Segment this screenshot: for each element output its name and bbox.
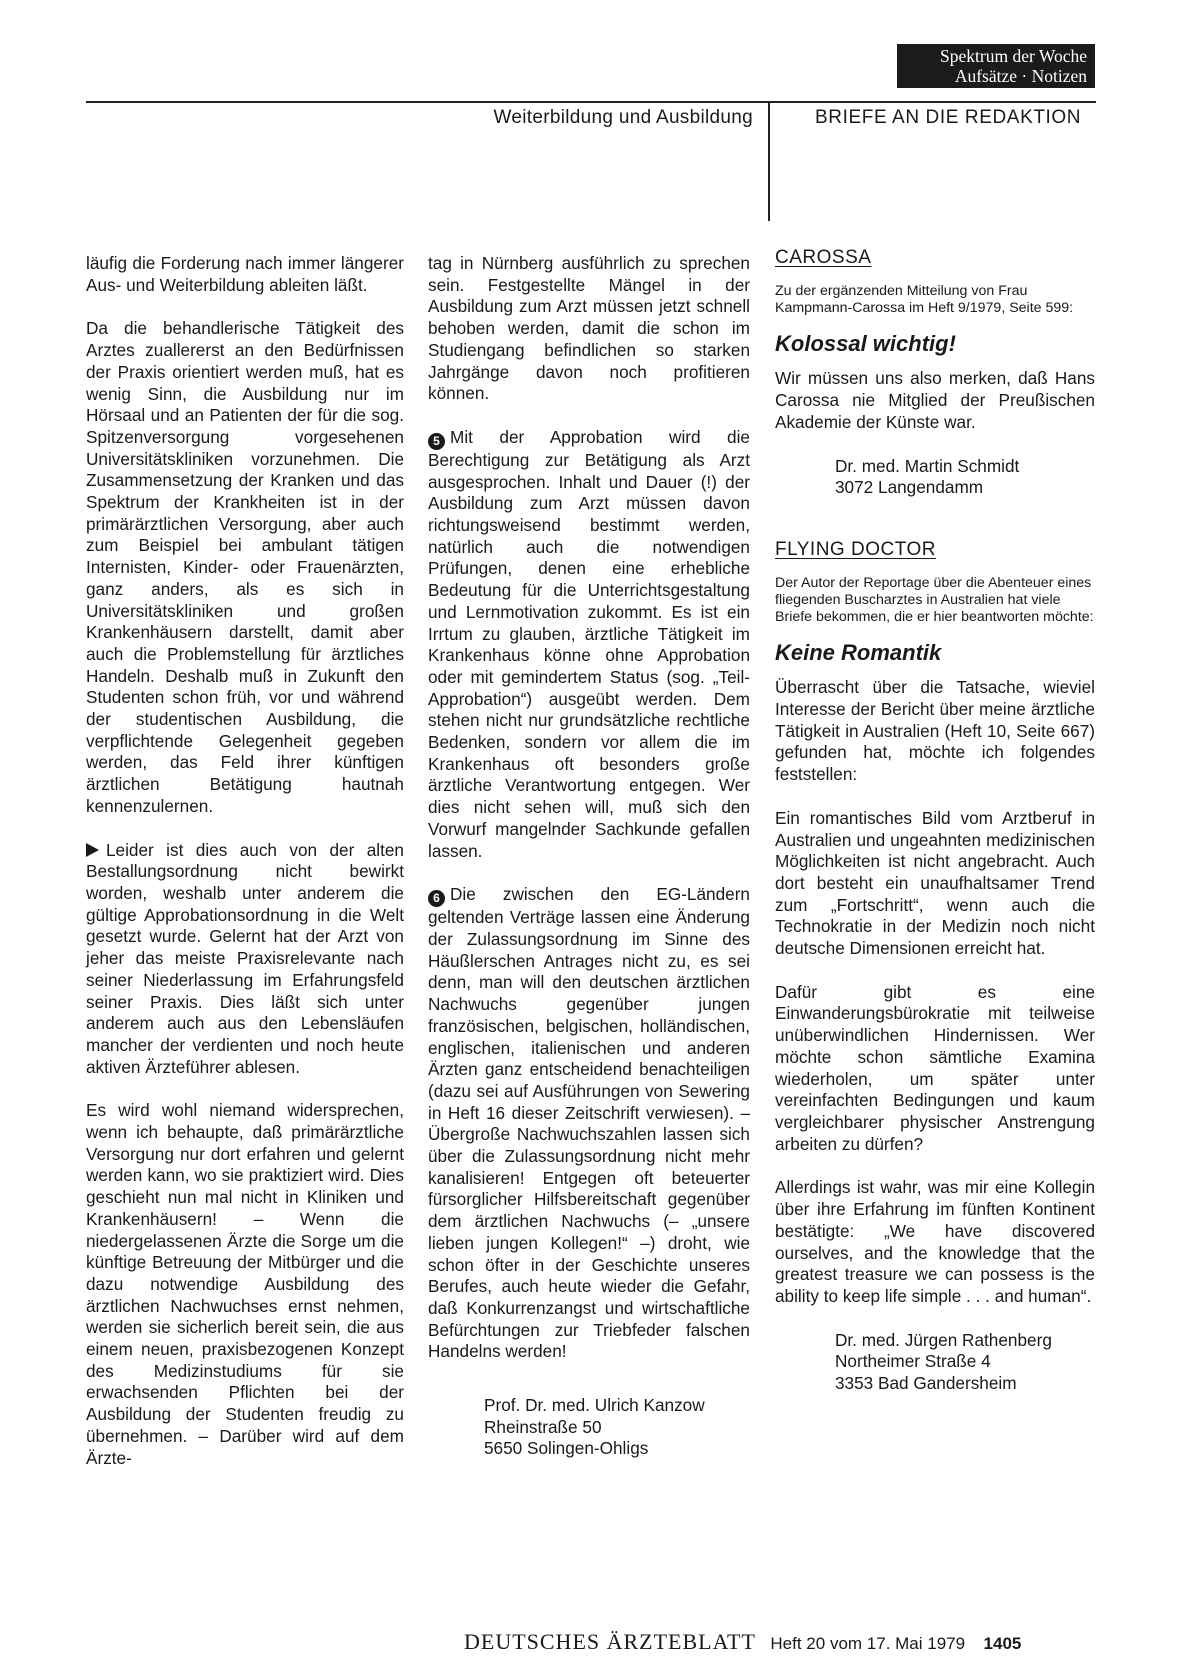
page-footer xyxy=(464,1629,1021,1655)
letter-signature: Dr. med. Martin Schmidt 3072 Langendamm xyxy=(835,455,1020,498)
letter-headline: Kolossal wichtig! xyxy=(775,330,956,356)
column-divider xyxy=(768,101,770,221)
issue-info: Heft 20 vom 17. Mai 1979 xyxy=(770,1634,966,1653)
paragraph: Es wird wohl niemand widersprechen, wenn ich behaupte, daß primärärztliche Versorgung nur dort erfahren und gelernt werden kann, wo sie praktiziert wird. Dies geschieht nun mal nicht in Kliniken und Krankenhäusern! – Wenn die niedergelassenen Ärzte die Sorge um die künftige Betreuung der Mitbürger und die dazu notwendige Ausbildung des ärztlichen Nachwuchses ernst nehmen, werden sie sicherlich bereit sein, die aus einem neuen, praxisbezogenen Konzept des Medizinstudiums für sie erwachsenden Pflichten bei der Ausbildung der Studenten freudig zu übernehmen. – Darüber wird auf dem Ärzte- xyxy=(86,1100,404,1468)
section-badge-line2: Aufsätze · Notizen xyxy=(954,66,1087,86)
letter-kicker: FLYING DOCTOR xyxy=(775,538,936,560)
section-title-left: Weiterbildung und Ausbildung xyxy=(493,107,753,128)
letter-kicker: CAROSSA xyxy=(775,247,872,268)
paragraph: 6 Die zwischen den EG-Ländern geltenden Verträge lassen eine Änderung der Zulassungsordnung im Sinne des Häußlerschen Antrages nicht zu, es sei denn, man will den deutschen ärztlichen Nachwuchs gegenüber jungen französischen, belgischen, holländischen, englischen, italienischen und anderen Ärzten ganz entscheidend benachteiligen (dazu sei auf Ausführungen von Sewering in Heft 16 dieser Zeitschrift verwiesen). – Übergroße Nachwuchszahlen lassen sich über die Zulassungsordnung nicht mehr kanalisieren! Entgegen oft beteuerter fürsorglicher Hilfsbereitschaft gegenüber dem ärztlichen Nachwuchs (– „unsere lieben jungen Kollegen!“ –) droht, wie schon öfter in der Geschichte unseres Berufes, auch heute wieder die Gefahr, daß Konkurrenzangst und wirtschaftliche Befürchtungen zur Triebfeder falschen Handelns werden! xyxy=(428,884,750,1362)
paragraph: Leider ist dies auch von der alten Bestallungsordnung nicht bewirkt worden, weshalb unter anderem die gültige Approbationsordnung in die Welt gesetzt wurde. Gelernt hat der Arzt von jeher das meiste Praxisrelevante nach seiner Niederlassung im Erfahrungsfeld seiner Praxis. Dies läßt sich unter anderem auch aus den Lebensläufen mancher der verdienten und noch heute aktiven Ärzteführer ablesen. xyxy=(86,839,404,1077)
letter-body: Ein romantisches Bild vom Arztberuf in Australien und ungeahnten medizinischen Möglichkeiten ist nicht angebracht. Auch dort besteht ein unaufhaltsamer Trend zum „Fortschritt“, wenn auch die Technokratie in der Medizin noch nicht deutsche Dimensionen erreicht hat. xyxy=(775,807,1095,959)
author-signature: Prof. Dr. med. Ulrich Kanzow Rheinstraße 50 5650 Solingen-Ohligs xyxy=(484,1395,705,1459)
letter-intro: Zu der ergänzenden Mitteilung von Frau Kampmann-Carossa im Heft 9/1979, Seite 599: xyxy=(775,282,1074,316)
masthead: DEUTSCHES ÄRZTEBLATT xyxy=(464,1629,756,1654)
letter-intro: Der Autor der Reportage über die Abenteuer eines fliegenden Buscharztes in Australien hat viele Briefe bekommen, die er hier beantworten möchte: xyxy=(775,574,1094,625)
article-column-2 xyxy=(428,253,750,1460)
paragraph: 5 Mit der Approbation wird die Berechtigung zur Betätigung als Arzt ausgesprochen. Inhalt und Dauer (!) der Ausbildung zum Arzt müssen davon richtungsweisend bestimmt werden, natürlich auch die notwendigen Prüfungen, denen eine erhebliche Bedeutung für die Unterrichtsgestaltung und Lernmotivation zukommt. Es ist ein Irrtum zu glauben, ärztliche Tätigkeit im Krankenhaus könne ohne Approbation oder mit gemindertem Status (sog. „Teil-Approbation“) ausgeübt werden. Dem stehen nicht nur grundsätzliche rechtliche Bedenken, sondern vor allem die im Krankenhaus oft besonders große ärztliche Verantwortung entgegen. Wer dies nicht sehen will, muß sich den Vorwurf mangelnder Sachkunde gefallen lassen. xyxy=(428,426,750,861)
section-badge xyxy=(897,44,1095,88)
letter-body: Überrascht über die Tatsache, wieviel Interesse der Bericht über meine ärztliche Tätigkeit in Australien (Heft 10, Seite 667) gefunden hat, möchte ich folgendes feststellen: xyxy=(775,677,1095,785)
point-number-badge: 6 xyxy=(428,890,445,907)
header-rule xyxy=(86,101,1096,103)
point-number-badge: 5 xyxy=(428,433,445,450)
letters-column xyxy=(775,247,1095,1395)
paragraph: tag in Nürnberg ausführlich zu sprechen sein. Festgestellte Mängel in der Ausbildung zum Arzt müssen jetzt schnell behoben werden, damit die schon im Studiengang befindlichen so starken Jahrgänge davon noch profitieren können. xyxy=(428,253,750,404)
letter-body: Dafür gibt es eine Einwanderungsbürokratie mit teilweise unüberwindlichen Hindernissen. Wer möchte schon sämtliche Examina wiederholen, um später unter vereinfachten Bedingungen und kaum vergleichbarer physischer Anstrengung arbeiten zu dürfen? xyxy=(775,981,1095,1154)
page-number: 1405 xyxy=(983,1634,1022,1653)
article-column-1 xyxy=(86,253,404,1491)
letter-signature: Dr. med. Jürgen Rathenberg Northeimer Straße 4 3353 Bad Gandersheim xyxy=(835,1329,1052,1394)
section-badge-line1: Spektrum der Woche xyxy=(940,46,1087,66)
paragraph: Da die behandlerische Tätigkeit des Arztes zuallererst an den Bedürfnissen der Praxis orientiert werden muß, hat es wenig Sinn, die Ausbildung nur im Hörsaal und an Patienten der für die sog. Spitzenversorgung vorgesehenen Universitätskliniken vorzunehmen. Die Zusammensetzung der Kranken und das Spektrum der Krankheiten ist in der primärärztlichen Versorgung, aber auch zum Beispiel bei ambulant tätigen Internisten, Kinder- oder Frauenärzten, ganz anders, als es sich in Universitätskliniken und großen Krankenhäusern darstellt, damit aber auch die Problemstellung für ärztliches Handeln. Deshalb muß in Zukunft den Studenten schon früh, vor und während der studentischen Ausbildung, die verpflichtende Gelegenheit gegeben werden, das Feld ihrer künftigen ärztlichen Betätigung hautnah kennenzulernen. xyxy=(86,318,404,816)
paragraph: läufig die Forderung nach immer längerer Aus- und Weiterbildung ableiten läßt. xyxy=(86,253,404,295)
letter-body: Wir müssen uns also merken, daß Hans Carossa nie Mitglied der Preußischen Akademie der Künste war. xyxy=(775,368,1095,432)
letter-body: Allerdings ist wahr, was mir eine Kollegin über ihre Erfahrung im fünften Kontinent bestätigte: „We have discovered ourselves, and the knowledge that the greatest treasure we can possess is the ability to keep life simple . . . and human“. xyxy=(775,1177,1095,1306)
letter-headline: Keine Romantik xyxy=(775,639,942,665)
section-title-right: BRIEFE AN DIE REDAKTION xyxy=(815,107,1082,128)
triangle-bullet-icon xyxy=(86,843,99,857)
